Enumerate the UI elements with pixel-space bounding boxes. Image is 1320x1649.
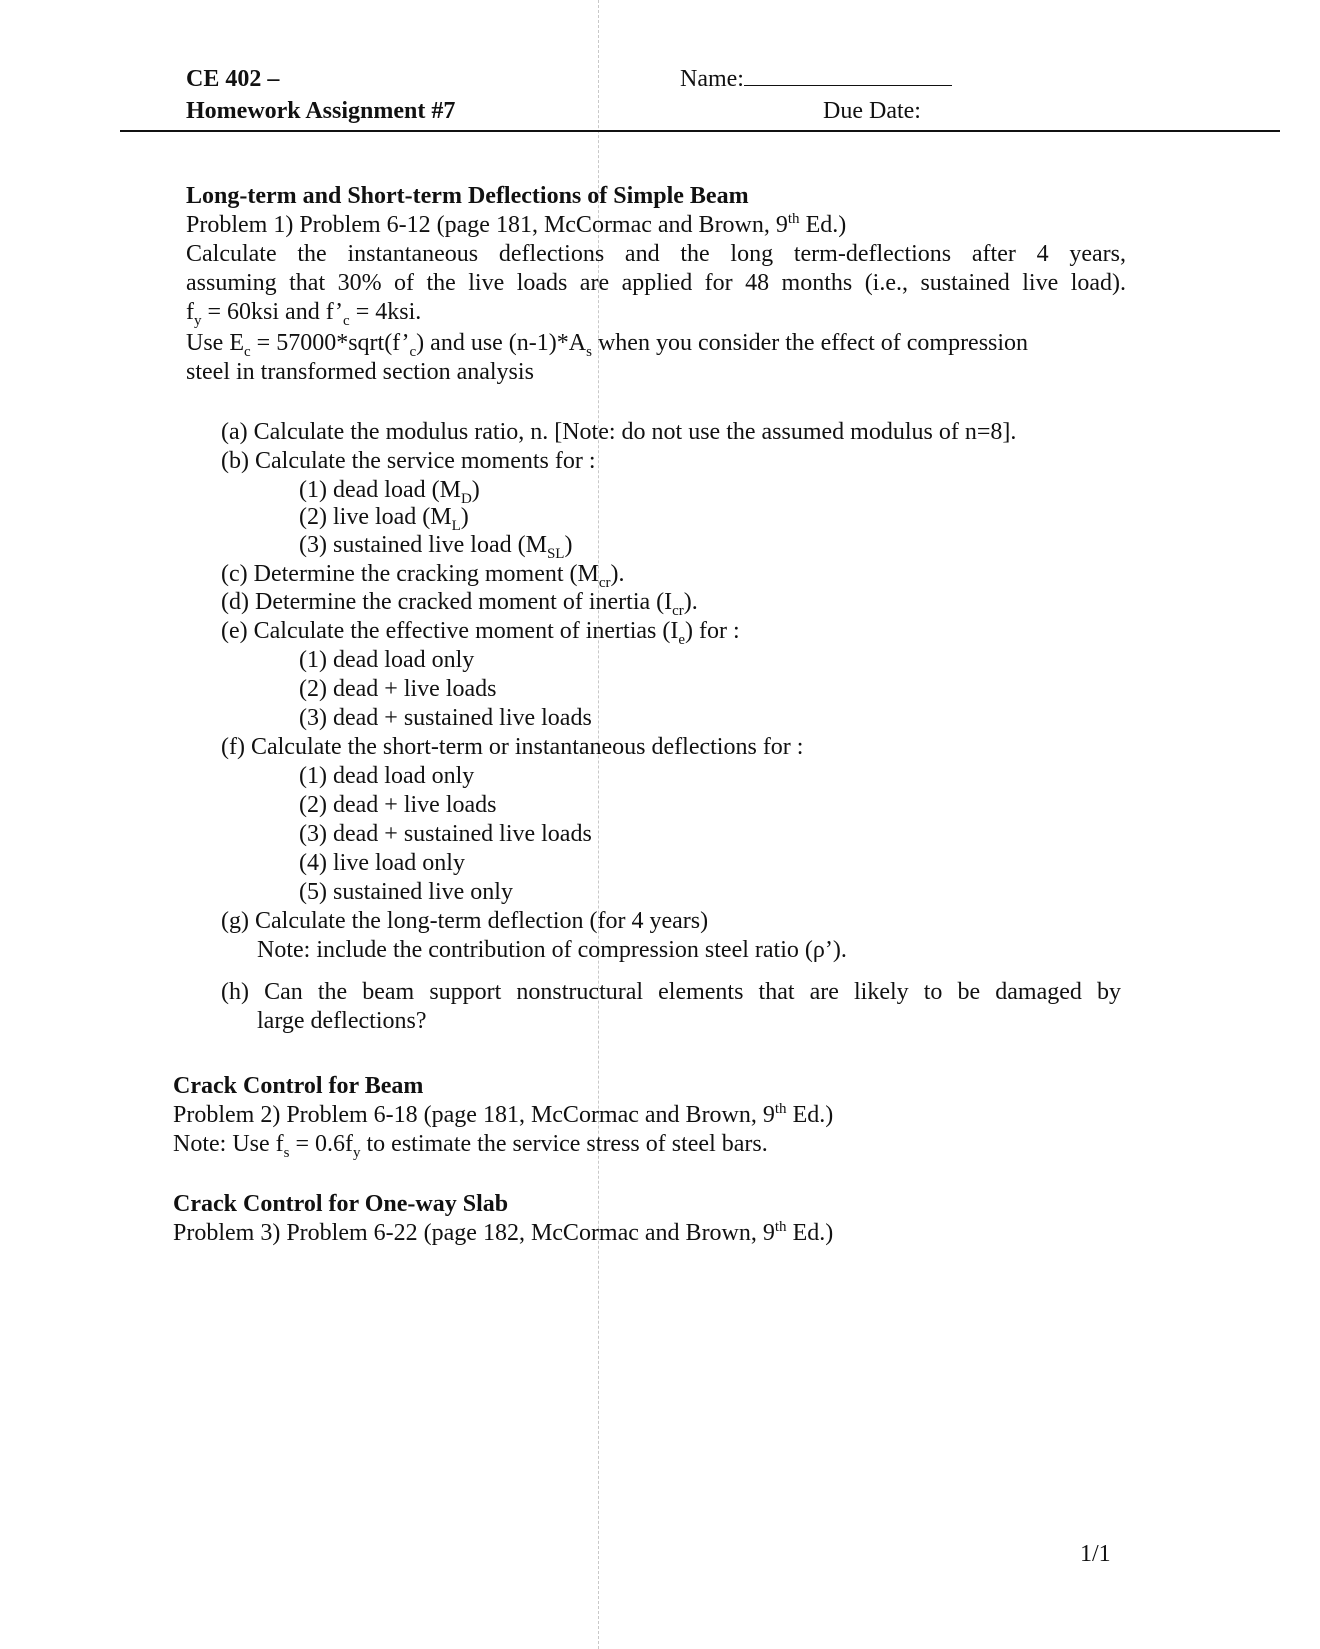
section1-problem [186, 211, 846, 239]
text: (c) Determine the cracking moment (M [221, 561, 599, 587]
item-f1: (1) dead load only [299, 763, 475, 789]
text: when you consider the effect of compression [591, 330, 1029, 356]
subscript: SL [546, 545, 565, 562]
text: to estimate the service stress of steel bars. [360, 1131, 768, 1157]
edition-sup: th [774, 1101, 787, 1117]
subscript: cr [672, 602, 684, 619]
subscript: s [586, 343, 592, 360]
section1-paragraph-line2 [186, 269, 1126, 297]
paragraph-line: assuming that 30% of the live loads are applied for 48 months (i.e., sustained live load). [186, 270, 1126, 296]
text: ) for : [685, 618, 740, 644]
text: ) and use (n-1)*A [416, 330, 587, 356]
edition-sup: th [774, 1219, 787, 1235]
problem-ref-end: Ed.) [799, 212, 847, 238]
material-properties [186, 298, 422, 329]
page-number: 1/1 [1080, 1541, 1111, 1567]
edition-sup: th [787, 211, 800, 227]
item-h [221, 978, 1121, 1006]
section2-problem [173, 1101, 833, 1129]
name-label: Name: [680, 66, 744, 92]
symbol: f [186, 299, 194, 325]
item-b2 [299, 503, 469, 534]
problem-ref-end: Ed.) [786, 1102, 834, 1128]
text: ) [460, 504, 469, 530]
item-f5: (5) sustained live only [299, 879, 513, 905]
subscript: c [409, 343, 417, 360]
section1-paragraph [186, 240, 1126, 268]
assignment-title: Homework Assignment #7 [186, 98, 456, 124]
course-code: CE 402 – [186, 66, 280, 92]
text: ) [564, 532, 573, 558]
item-g: (g) Calculate the long-term deflection (for 4 years) [221, 908, 709, 934]
subscript: y [194, 312, 202, 329]
subscript: c [343, 312, 350, 329]
item-d [221, 588, 698, 619]
text: ) [471, 477, 480, 503]
text: ). [610, 561, 625, 587]
subscript: c [243, 343, 251, 360]
subscript: e [678, 631, 686, 648]
item-f4: (4) live load only [299, 850, 465, 876]
section3-problem [173, 1219, 833, 1247]
text: Note: Use f [173, 1131, 284, 1157]
subscript: cr [598, 574, 611, 591]
item-h-line2: large deflections? [257, 1008, 427, 1034]
text: = 0.6f [289, 1131, 354, 1157]
problem-ref: Problem 3) Problem 6-22 (page 182, McCormac and Brown, 9 [173, 1220, 775, 1246]
text: (1) dead load (M [299, 477, 461, 503]
item-b: (b) Calculate the service moments for : [221, 448, 596, 474]
text: ). [683, 589, 698, 615]
section2-title: Crack Control for Beam [173, 1073, 424, 1099]
item-f: (f) Calculate the short-term or instantaneous deflections for : [221, 734, 804, 760]
item-e2: (2) dead + live loads [299, 676, 497, 702]
section2-note [173, 1130, 768, 1161]
paragraph-line: Calculate the instantaneous deflections and the long term-deflections after 4 years, [186, 241, 1126, 267]
section3-title: Crack Control for One-way Slab [173, 1191, 509, 1217]
header-rule [120, 130, 1280, 132]
subscript: y [353, 1144, 361, 1161]
subscript: D [460, 490, 472, 507]
item-b1 [299, 476, 480, 507]
section1-title: Long-term and Short-term Deflections of Simple Beam [186, 183, 749, 209]
item-c [221, 560, 625, 591]
name-field [680, 65, 952, 93]
problem-ref: Problem 2) Problem 6-18 (page 181, McCormac and Brown, 9 [173, 1102, 775, 1128]
text: (2) live load (M [299, 504, 452, 530]
name-blank-line [744, 65, 952, 86]
text: = 4ksi. [349, 299, 422, 325]
text: = 57000*sqrt(f’ [250, 330, 410, 356]
item-h-line: (h) Can the beam support nonstructural elements that are likely to be damaged by [221, 979, 1121, 1005]
text: = 60ksi and f’ [201, 299, 344, 325]
item-f2: (2) dead + live loads [299, 792, 497, 818]
use-instruction [186, 329, 1029, 360]
subscript: s [283, 1144, 290, 1161]
item-e1: (1) dead load only [299, 647, 475, 673]
item-b3 [299, 531, 573, 562]
use-instruction-line2: steel in transformed section analysis [186, 359, 534, 385]
text: (3) sustained live load (M [299, 532, 547, 558]
problem-ref: Problem 1) Problem 6-12 (page 181, McCormac and Brown, 9 [186, 212, 788, 238]
due-date-label: Due Date: [823, 98, 921, 124]
item-a: (a) Calculate the modulus ratio, n. [Note: do not use the assumed modulus of n=8]. [221, 419, 1017, 445]
item-f3: (3) dead + sustained live loads [299, 821, 592, 847]
item-e3: (3) dead + sustained live loads [299, 705, 592, 731]
item-e [221, 617, 740, 648]
subscript: L [451, 517, 461, 534]
text: (e) Calculate the effective moment of inertias (I [221, 618, 679, 644]
problem-ref-end: Ed.) [786, 1220, 834, 1246]
item-g-note: Note: include the contribution of compression steel ratio (ρ’). [257, 937, 847, 963]
text: Use E [186, 330, 244, 356]
text: (d) Determine the cracked moment of inertia (I [221, 589, 673, 615]
